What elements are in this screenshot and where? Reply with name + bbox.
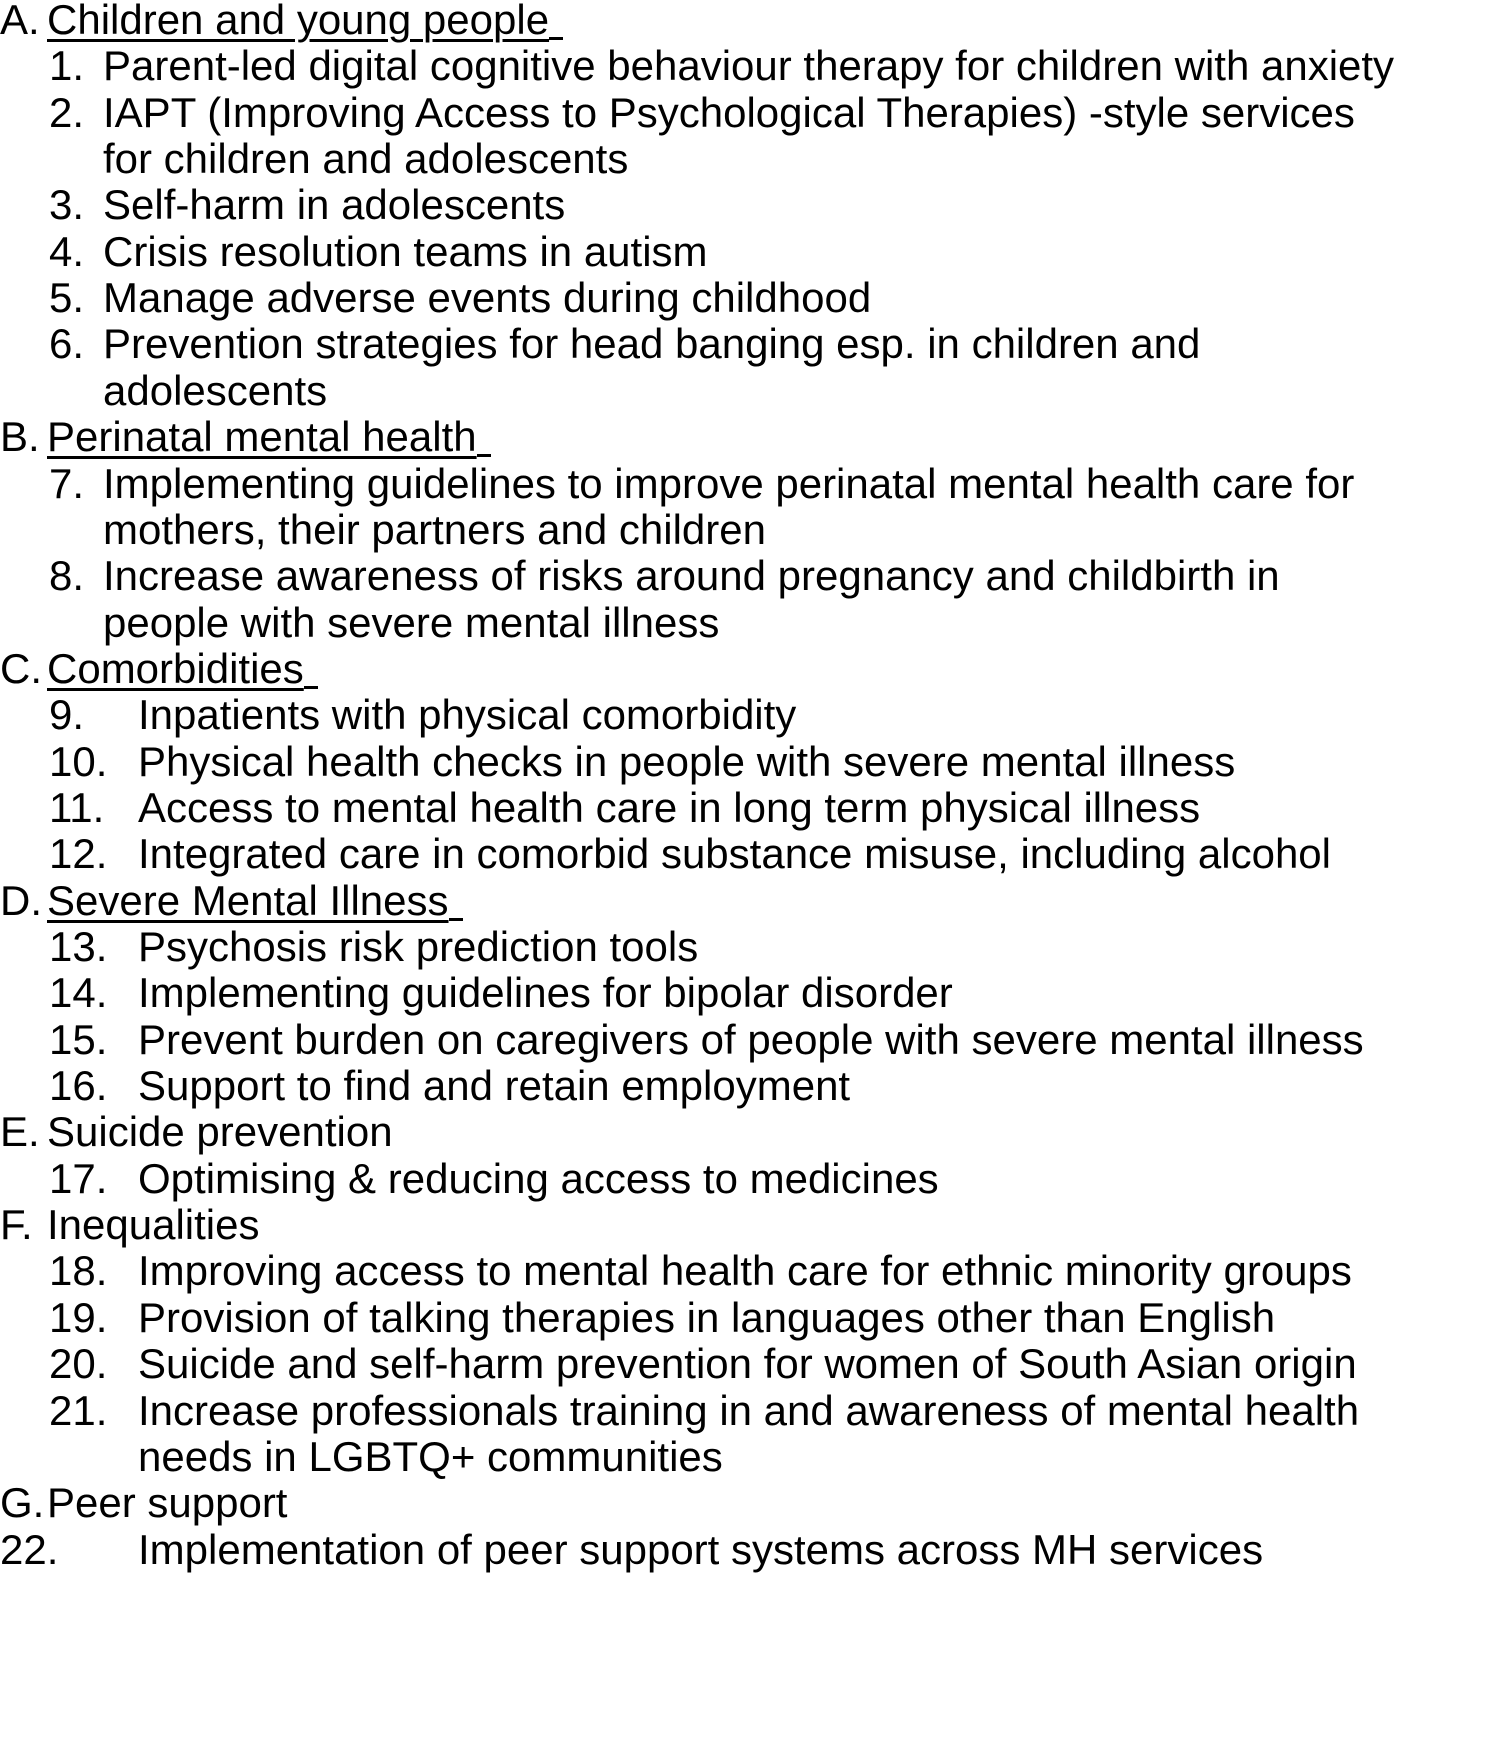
list-item-text: Physical health checks in people with severe mental illness <box>138 737 1236 785</box>
list-item-text: Implementing guidelines to improve perinatal mental health care for <box>103 459 1355 507</box>
list-item-text: Implementing guidelines for bipolar disorder <box>138 969 953 1017</box>
list-item-text: mothers, their partners and children <box>103 505 766 553</box>
section-heading: Comorbidities <box>47 643 318 695</box>
item-number: 3. <box>49 181 85 229</box>
item-number: 1. <box>49 42 85 90</box>
list-item-text: Suicide and self-harm prevention for women of South Asian origin <box>138 1340 1357 1388</box>
list-item-text: Support to find and retain employment <box>138 1062 851 1110</box>
section-heading: Peer support <box>47 1479 288 1527</box>
list-item-text: Inpatients with physical comorbidity <box>138 691 797 739</box>
item-number: 20. <box>49 1340 108 1388</box>
item-number: 10. <box>49 737 108 785</box>
list-item-text: Prevention strategies for head banging esp. in children and <box>103 320 1201 368</box>
list-item-text: Integrated care in comorbid substance misuse, including alcohol <box>138 830 1332 878</box>
item-number: 21. <box>49 1386 108 1434</box>
list-item-text: Psychosis risk prediction tools <box>138 923 699 970</box>
section-letter: A. <box>0 0 40 43</box>
list-item-text: for children and adolescents <box>103 135 629 183</box>
item-number: 12. <box>49 830 108 878</box>
item-number: 13. <box>49 923 108 970</box>
list-item-text: Implementation of peer support systems across MH services <box>138 1525 1264 1573</box>
item-number: 16. <box>49 1062 108 1110</box>
item-number: 2. <box>49 88 85 136</box>
section-letter: D. <box>0 876 42 924</box>
item-number: 4. <box>49 227 85 275</box>
section-letter: G. <box>0 1479 45 1527</box>
section-heading: Severe Mental Illness <box>47 875 463 927</box>
item-number: 18. <box>49 1247 108 1295</box>
list-item-text: Improving access to mental health care for ethnic minority groups <box>138 1247 1352 1295</box>
section-letter: B. <box>0 413 40 461</box>
item-number: 22. <box>0 1525 59 1573</box>
item-number: 6. <box>49 320 85 368</box>
item-number: 14. <box>49 969 108 1017</box>
list-item-text: Access to mental health care in long term physical illness <box>138 783 1201 831</box>
list-item-text: Parent-led digital cognitive behaviour therapy for children with anxiety <box>103 42 1395 90</box>
item-number: 5. <box>49 274 85 322</box>
list-item-text: adolescents <box>103 366 328 414</box>
list-item-text: people with severe mental illness <box>103 598 720 646</box>
list-item-text: Optimising & reducing access to medicines <box>138 1154 939 1202</box>
list-item-text: Prevent burden on caregivers of people with severe mental illness <box>138 1015 1364 1063</box>
list-item-text: Manage adverse events during childhood <box>103 274 872 322</box>
item-number: 19. <box>49 1293 108 1341</box>
item-number: 17. <box>49 1154 108 1202</box>
section-heading: Suicide prevention <box>47 1108 393 1156</box>
list-item-text: Provision of talking therapies in languages other than English <box>138 1293 1276 1341</box>
section-heading: Perinatal mental health <box>47 411 491 463</box>
section-heading: Inequalities <box>47 1201 260 1249</box>
section-letter: E. <box>0 1108 40 1156</box>
item-number: 15. <box>49 1015 108 1063</box>
item-number: 7. <box>49 459 85 507</box>
item-number: 11. <box>49 783 105 831</box>
section-letter: C. <box>0 644 42 692</box>
section-letter: F. <box>0 1201 33 1249</box>
item-number: 9. <box>49 691 85 739</box>
list-item-text: Increase awareness of risks around pregnancy and childbirth in <box>103 552 1280 600</box>
list-item-text: needs in LGBTQ+ communities <box>138 1432 723 1480</box>
list-item-text: Increase professionals training in and awareness of mental health <box>138 1386 1360 1434</box>
list-item-text: IAPT (Improving Access to Psychological Therapies) -style services <box>103 88 1355 136</box>
list-item-text: Self-harm in adolescents <box>103 181 566 229</box>
list-item-text: Crisis resolution teams in autism <box>103 227 708 275</box>
section-heading: Children and young people <box>47 0 563 46</box>
item-number: 8. <box>49 552 85 600</box>
